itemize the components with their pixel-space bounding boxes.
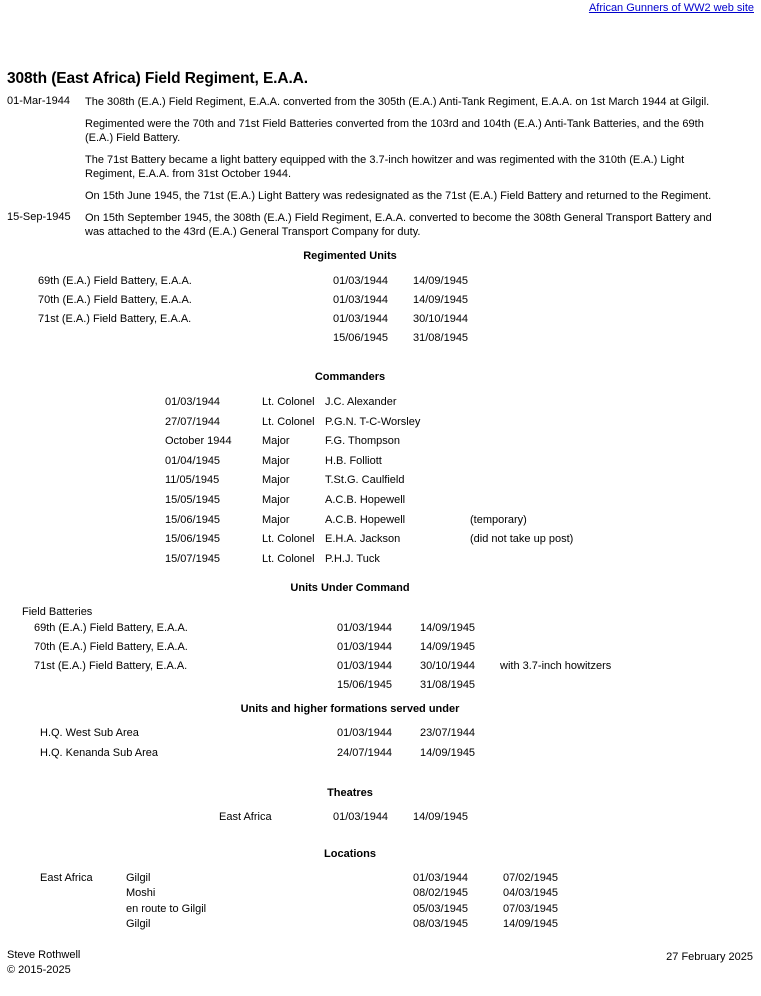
narrative-date: 15-Sep-1945	[7, 211, 71, 223]
regimented-units-heading: Regimented Units	[303, 250, 397, 262]
region-name: East Africa	[40, 872, 93, 884]
commander-name: J.C. Alexander	[325, 396, 397, 408]
commander-name: F.G. Thompson	[325, 435, 400, 447]
commander-name: T.St.G. Caulfield	[325, 474, 405, 486]
narrative-date: 01-Mar-1944	[7, 95, 70, 107]
date-to: 07/03/1945	[503, 903, 559, 915]
location-name: en route to Gilgil	[126, 903, 207, 915]
narrative-row	[0, 95, 761, 109]
commander-rank: Lt. Colonel	[262, 396, 315, 408]
narrative-paragraph: On 15th September 1945, the 308th (E.A.) Field Regiment, E.A.A. converted to become the 308th General Transport Battery and was attached to the 43rd (E.A.) General Transport Company for duty.	[85, 212, 712, 238]
date-from: 01/03/1944	[333, 294, 389, 306]
table-row	[0, 332, 761, 351]
date-to: 30/10/1944	[420, 660, 476, 672]
location-name: Gilgil	[126, 872, 151, 884]
date-to: 04/03/1945	[503, 887, 559, 899]
commander-name: A.C.B. Hopewell	[325, 514, 406, 526]
unit-name: 71st (E.A.) Field Battery, E.A.A.	[34, 660, 188, 672]
table-row	[0, 553, 761, 572]
commander-date: October 1944	[165, 435, 232, 447]
footer-copyright: © 2015-2025	[7, 964, 71, 976]
date-to: 31/08/1945	[413, 332, 469, 344]
table-row	[0, 811, 761, 830]
table-row	[0, 435, 761, 454]
narrative-paragraph: The 308th (E.A.) Field Regiment, E.A.A. converted from the 305th (E.A.) Anti-Tank Regiment, E.A.A. on 1st March 1944 at Gilgil.	[85, 96, 710, 108]
narrative-spacer	[0, 145, 761, 153]
table-row	[0, 396, 761, 415]
commander-rank: Lt. Colonel	[262, 416, 315, 428]
table-row	[0, 747, 761, 766]
served-under-heading: Units and higher formations served under	[240, 703, 460, 715]
units-under-command-heading: Units Under Command	[290, 582, 410, 594]
date-from: 01/03/1944	[333, 275, 389, 287]
table-row	[0, 727, 761, 746]
date-from: 01/03/1944	[337, 727, 393, 739]
narrative-row	[0, 117, 761, 145]
date-to: 07/02/1945	[503, 872, 559, 884]
commander-date: 15/06/1945	[165, 514, 221, 526]
narrative-paragraph: The 71st Battery became a light battery equipped with the 3.7-inch howitzer and was regimented with the 310th (E.A.) Light Regiment, E.A.A. from 31st October 1944.	[85, 154, 685, 180]
date-from: 01/03/1944	[333, 313, 389, 325]
date-from: 24/07/1944	[337, 747, 393, 759]
narrative-paragraph: Regimented were the 70th and 71st Field Batteries converted from the 103rd and 104th (E.A.) Anti-Tank Batteries, and the 69th (E.A.) Field Battery.	[85, 118, 704, 144]
date-to: 14/09/1945	[420, 622, 476, 634]
location-name: Gilgil	[126, 918, 151, 930]
footer-author: Steve Rothwell	[7, 949, 81, 961]
commander-rank: Major	[262, 514, 290, 526]
commander-note: (temporary)	[470, 514, 527, 526]
table-row	[0, 416, 761, 435]
narrative-spacer	[0, 181, 761, 189]
commander-rank: Lt. Colonel	[262, 533, 315, 545]
footer-left	[7, 948, 80, 978]
date-from: 05/03/1945	[413, 903, 469, 915]
field-batteries-label: Field Batteries	[22, 606, 93, 618]
commander-rank: Major	[262, 494, 290, 506]
formation-name: H.Q. Kenanda Sub Area	[40, 747, 159, 759]
formation-name: H.Q. West Sub Area	[40, 727, 139, 739]
table-row	[0, 474, 761, 493]
table-row	[0, 455, 761, 474]
unit-note: with 3.7-inch howitzers	[500, 660, 612, 672]
narrative-spacer	[0, 239, 761, 247]
commander-name: H.B. Folliott	[325, 455, 382, 467]
date-from: 08/02/1945	[413, 887, 469, 899]
table-row	[0, 918, 761, 937]
commander-rank: Lt. Colonel	[262, 553, 315, 565]
commander-name: E.H.A. Jackson	[325, 533, 401, 545]
theatre-name: East Africa	[219, 811, 272, 823]
unit-name: 70th (E.A.) Field Battery, E.A.A.	[38, 294, 192, 306]
commander-name: A.C.B. Hopewell	[325, 494, 406, 506]
date-to: 23/07/1944	[420, 727, 476, 739]
unit-name: 70th (E.A.) Field Battery, E.A.A.	[34, 641, 188, 653]
date-to: 30/10/1944	[413, 313, 469, 325]
table-row	[0, 660, 761, 679]
date-from: 01/03/1944	[337, 641, 393, 653]
footer-date: 27 February 2025	[666, 951, 753, 963]
commander-date: 15/07/1945	[165, 553, 221, 565]
commander-date: 01/04/1945	[165, 455, 221, 467]
table-row	[0, 275, 761, 294]
commander-rank: Major	[262, 474, 290, 486]
date-from: 15/06/1945	[337, 679, 393, 691]
date-to: 14/09/1945	[413, 294, 469, 306]
date-to: 14/09/1945	[420, 641, 476, 653]
commander-date: 01/03/1944	[165, 396, 221, 408]
commanders-heading: Commanders	[314, 371, 386, 383]
locations-heading: Locations	[324, 848, 376, 860]
commander-note: (did not take up post)	[470, 533, 574, 545]
unit-name: 69th (E.A.) Field Battery, E.A.A.	[38, 275, 192, 287]
narrative-row	[0, 211, 761, 239]
date-to: 31/08/1945	[420, 679, 476, 691]
table-row	[0, 641, 761, 660]
commander-name: P.H.J. Tuck	[325, 553, 380, 565]
african-gunners-site-link[interactable]: African Gunners of WW2 web site	[588, 2, 754, 14]
table-row	[0, 294, 761, 313]
date-to: 14/09/1945	[413, 275, 469, 287]
narrative-row	[0, 189, 761, 203]
date-from: 01/03/1944	[337, 660, 393, 672]
table-row	[0, 494, 761, 513]
table-row	[0, 679, 761, 698]
page-title: 308th (East Africa) Field Regiment, E.A.A.	[7, 70, 308, 88]
theatres-heading: Theatres	[327, 787, 373, 799]
topbar	[0, 2, 754, 16]
unit-name: 71st (E.A.) Field Battery, E.A.A.	[38, 313, 192, 325]
table-row	[0, 313, 761, 332]
commander-date: 11/05/1945	[165, 474, 220, 486]
date-from: 08/03/1945	[413, 918, 469, 930]
date-from: 01/03/1944	[337, 622, 393, 634]
narrative-paragraph: On 15th June 1945, the 71st (E.A.) Light Battery was redesignated as the 71st (E.A.) Field Battery and returned to the Regiment.	[85, 190, 712, 202]
commander-rank: Major	[262, 455, 290, 467]
commander-date: 15/06/1945	[165, 533, 221, 545]
commander-date: 27/07/1944	[165, 416, 221, 428]
commander-rank: Major	[262, 435, 290, 447]
narrative-spacer	[0, 109, 761, 117]
narrative-row	[0, 153, 761, 181]
table-row	[0, 533, 761, 552]
date-to: 14/09/1945	[420, 747, 476, 759]
commander-date: 15/05/1945	[165, 494, 221, 506]
date-from: 01/03/1944	[333, 811, 389, 823]
date-from: 15/06/1945	[333, 332, 389, 344]
table-row	[0, 514, 761, 533]
date-from: 01/03/1944	[413, 872, 469, 884]
unit-name: 69th (E.A.) Field Battery, E.A.A.	[34, 622, 188, 634]
location-name: Moshi	[126, 887, 156, 899]
date-to: 14/09/1945	[413, 811, 469, 823]
date-to: 14/09/1945	[503, 918, 559, 930]
commander-name: P.G.N. T-C-Worsley	[325, 416, 421, 428]
table-row	[0, 622, 761, 641]
narrative-spacer	[0, 203, 761, 211]
narrative-section	[0, 95, 761, 247]
